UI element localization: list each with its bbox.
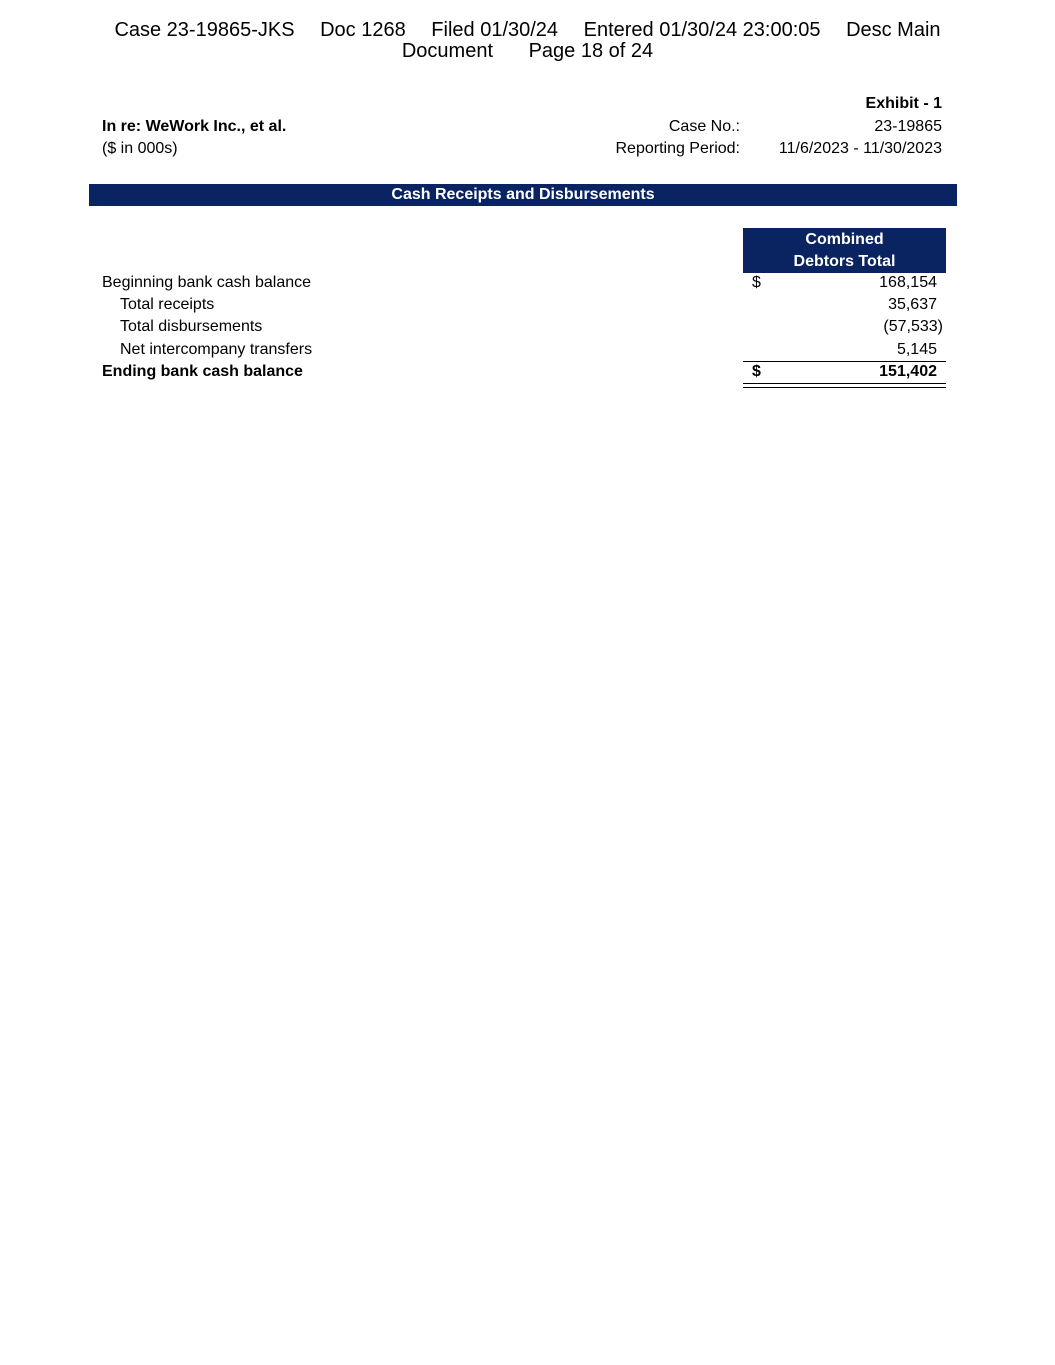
column-header-line-2: Debtors Total (793, 253, 896, 270)
row-amount-total-disbursements: (57,533) (883, 318, 943, 335)
column-header (743, 228, 946, 273)
filed-date: Filed 01/30/24 (431, 19, 559, 41)
reporting-period-value: 11/6/2023 - 11/30/2023 (778, 140, 942, 157)
units-note: ($ in 000s) (102, 140, 178, 157)
exhibit-label: Exhibit - 1 (865, 95, 942, 112)
document-label: Document (401, 40, 494, 62)
total-top-rule (743, 361, 946, 362)
row-label-ending-balance: Ending bank cash balance (102, 363, 303, 380)
case-number: Case 23-19865-JKS (114, 19, 295, 41)
entered-date: Entered 01/30/24 23:00:05 (583, 19, 821, 41)
case-no-label: Case No.: (668, 118, 740, 135)
case-no-value: 23-19865 (874, 118, 942, 135)
court-filing-header (0, 20, 1055, 62)
page-indicator: Page 18 of 24 (528, 40, 654, 62)
total-double-rule-upper (743, 383, 946, 384)
filing-header-line-1 (0, 20, 1055, 41)
doc-number: Doc 1268 (320, 19, 406, 41)
row-currency-ending-balance: $ (752, 363, 761, 380)
row-currency-beginning-balance: $ (752, 274, 761, 291)
row-label-total-disbursements: Total disbursements (120, 318, 263, 335)
filing-header-line-2 (0, 41, 1055, 62)
debtor-name: In re: WeWork Inc., et al. (102, 118, 287, 135)
row-label-beginning-balance: Beginning bank cash balance (102, 274, 312, 291)
doc-description: Desc Main (846, 19, 941, 41)
row-label-total-receipts: Total receipts (120, 296, 215, 313)
row-amount-ending-balance: 151,402 (879, 363, 937, 380)
reporting-period-label: Reporting Period: (615, 140, 740, 157)
row-label-net-intercompany: Net intercompany transfers (120, 341, 313, 358)
row-amount-beginning-balance: 168,154 (879, 274, 937, 291)
total-double-rule-lower (743, 387, 946, 388)
row-amount-net-intercompany: 5,145 (896, 341, 937, 358)
row-amount-total-receipts: 35,637 (888, 296, 937, 313)
section-title-banner: Cash Receipts and Disbursements (89, 184, 957, 206)
column-header-line-1: Combined (805, 231, 884, 248)
